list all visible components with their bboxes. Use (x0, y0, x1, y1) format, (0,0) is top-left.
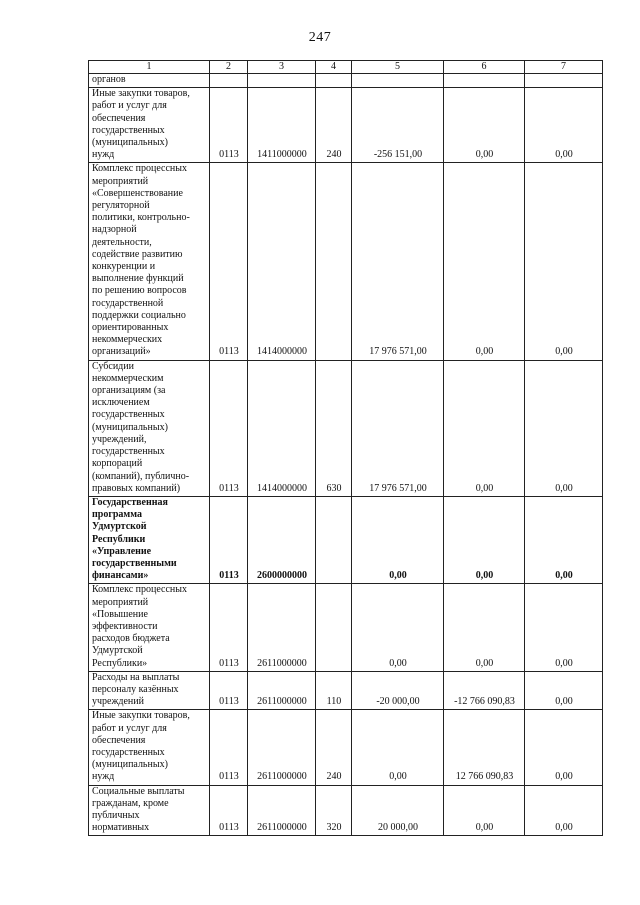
amount-col6-cell: 0,00 (444, 163, 525, 360)
item-name-cell: Субсидии некоммерческим организациям (за исключением государственных (муниципальных) учреждений, государственных корпораций (компаний), публично- правовых компаний) (89, 360, 210, 496)
expense-type-cell: 630 (316, 360, 352, 496)
expense-type-cell: 240 (316, 710, 352, 785)
expense-type-cell (316, 163, 352, 360)
table-row (89, 496, 603, 583)
amount-col7-cell: 0,00 (525, 584, 603, 671)
table-row (89, 163, 603, 360)
expense-type-cell (316, 74, 352, 88)
header-row (89, 61, 603, 74)
amount-col5-cell (352, 74, 444, 88)
table-body (89, 74, 603, 836)
amount-col5-cell: 0,00 (352, 584, 444, 671)
item-name-cell: Комплекс процессных мероприятий «Совершенствование регуляторной политики, контрольно- надзорной деятельности, содействие развитию конкуренции и выполнение функций по решению вопросов государственной поддержки социально ориентированных некоммерческих организаций» (89, 163, 210, 360)
amount-col7-cell: 0,00 (525, 710, 603, 785)
amount-col7-cell: 0,00 (525, 360, 603, 496)
item-name-cell: Социальные выплаты гражданам, кроме публичных нормативных (89, 785, 210, 836)
amount-col5-cell: 0,00 (352, 710, 444, 785)
section-code-cell: 0113 (210, 671, 248, 710)
page-number: 247 (308, 30, 332, 45)
item-name-cell: Расходы на выплаты персоналу казённых учреждений (89, 671, 210, 710)
item-name-cell: Иные закупки товаров, работ и услуг для обеспечения государственных (муниципальных) нужд (89, 88, 210, 163)
header-cell: 6 (444, 61, 525, 74)
header-cell: 2 (210, 61, 248, 74)
expense-type-cell (316, 584, 352, 671)
table-row (89, 74, 603, 88)
amount-col5-cell: 20 000,00 (352, 785, 444, 836)
table-row (89, 785, 603, 836)
budget-table (88, 60, 603, 836)
target-article-cell (248, 74, 316, 88)
table-row (89, 710, 603, 785)
header-cell: 5 (352, 61, 444, 74)
header-cell: 3 (248, 61, 316, 74)
amount-col5-cell: 0,00 (352, 496, 444, 583)
expense-type-cell: 320 (316, 785, 352, 836)
amount-col7-cell: 0,00 (525, 88, 603, 163)
section-code-cell: 0113 (210, 785, 248, 836)
target-article-cell: 2600000000 (248, 496, 316, 583)
header-cell: 1 (89, 61, 210, 74)
section-code-cell (210, 74, 248, 88)
amount-col6-cell: 0,00 (444, 785, 525, 836)
amount-col5-cell: -256 151,00 (352, 88, 444, 163)
target-article-cell: 1414000000 (248, 360, 316, 496)
item-name-cell: Комплекс процессных мероприятий «Повышение эффективности расходов бюджета Удмуртской Республики» (89, 584, 210, 671)
target-article-cell: 2611000000 (248, 671, 316, 710)
target-article-cell: 2611000000 (248, 584, 316, 671)
header-cell: 7 (525, 61, 603, 74)
section-code-cell: 0113 (210, 88, 248, 163)
amount-col6-cell: 12 766 090,83 (444, 710, 525, 785)
target-article-cell: 2611000000 (248, 710, 316, 785)
section-code-cell: 0113 (210, 710, 248, 785)
target-article-cell: 1411000000 (248, 88, 316, 163)
amount-col6-cell: 0,00 (444, 496, 525, 583)
amount-col5-cell: -20 000,00 (352, 671, 444, 710)
amount-col7-cell: 0,00 (525, 163, 603, 360)
section-code-cell: 0113 (210, 496, 248, 583)
table-row (89, 584, 603, 671)
amount-col7-cell (525, 74, 603, 88)
section-code-cell: 0113 (210, 163, 248, 360)
section-code-cell: 0113 (210, 360, 248, 496)
amount-col7-cell: 0,00 (525, 785, 603, 836)
amount-col6-cell: 0,00 (444, 88, 525, 163)
amount-col6-cell: 0,00 (444, 360, 525, 496)
amount-col5-cell: 17 976 571,00 (352, 360, 444, 496)
amount-col7-cell: 0,00 (525, 496, 603, 583)
expense-type-cell: 240 (316, 88, 352, 163)
target-article-cell: 1414000000 (248, 163, 316, 360)
amount-col6-cell (444, 74, 525, 88)
target-article-cell: 2611000000 (248, 785, 316, 836)
amount-col5-cell: 17 976 571,00 (352, 163, 444, 360)
item-name-cell: органов (89, 74, 210, 88)
amount-col6-cell: -12 766 090,83 (444, 671, 525, 710)
amount-col7-cell: 0,00 (525, 671, 603, 710)
item-name-cell: Иные закупки товаров, работ и услуг для обеспечения государственных (муниципальных) нужд (89, 710, 210, 785)
table-row (89, 671, 603, 710)
table-row (89, 88, 603, 163)
expense-type-cell (316, 496, 352, 583)
header-cell: 4 (316, 61, 352, 74)
section-code-cell: 0113 (210, 584, 248, 671)
amount-col6-cell: 0,00 (444, 584, 525, 671)
item-name-cell: Государственная программа Удмуртской Республики «Управление государственными финансами» (89, 496, 210, 583)
table-row (89, 360, 603, 496)
expense-type-cell: 110 (316, 671, 352, 710)
